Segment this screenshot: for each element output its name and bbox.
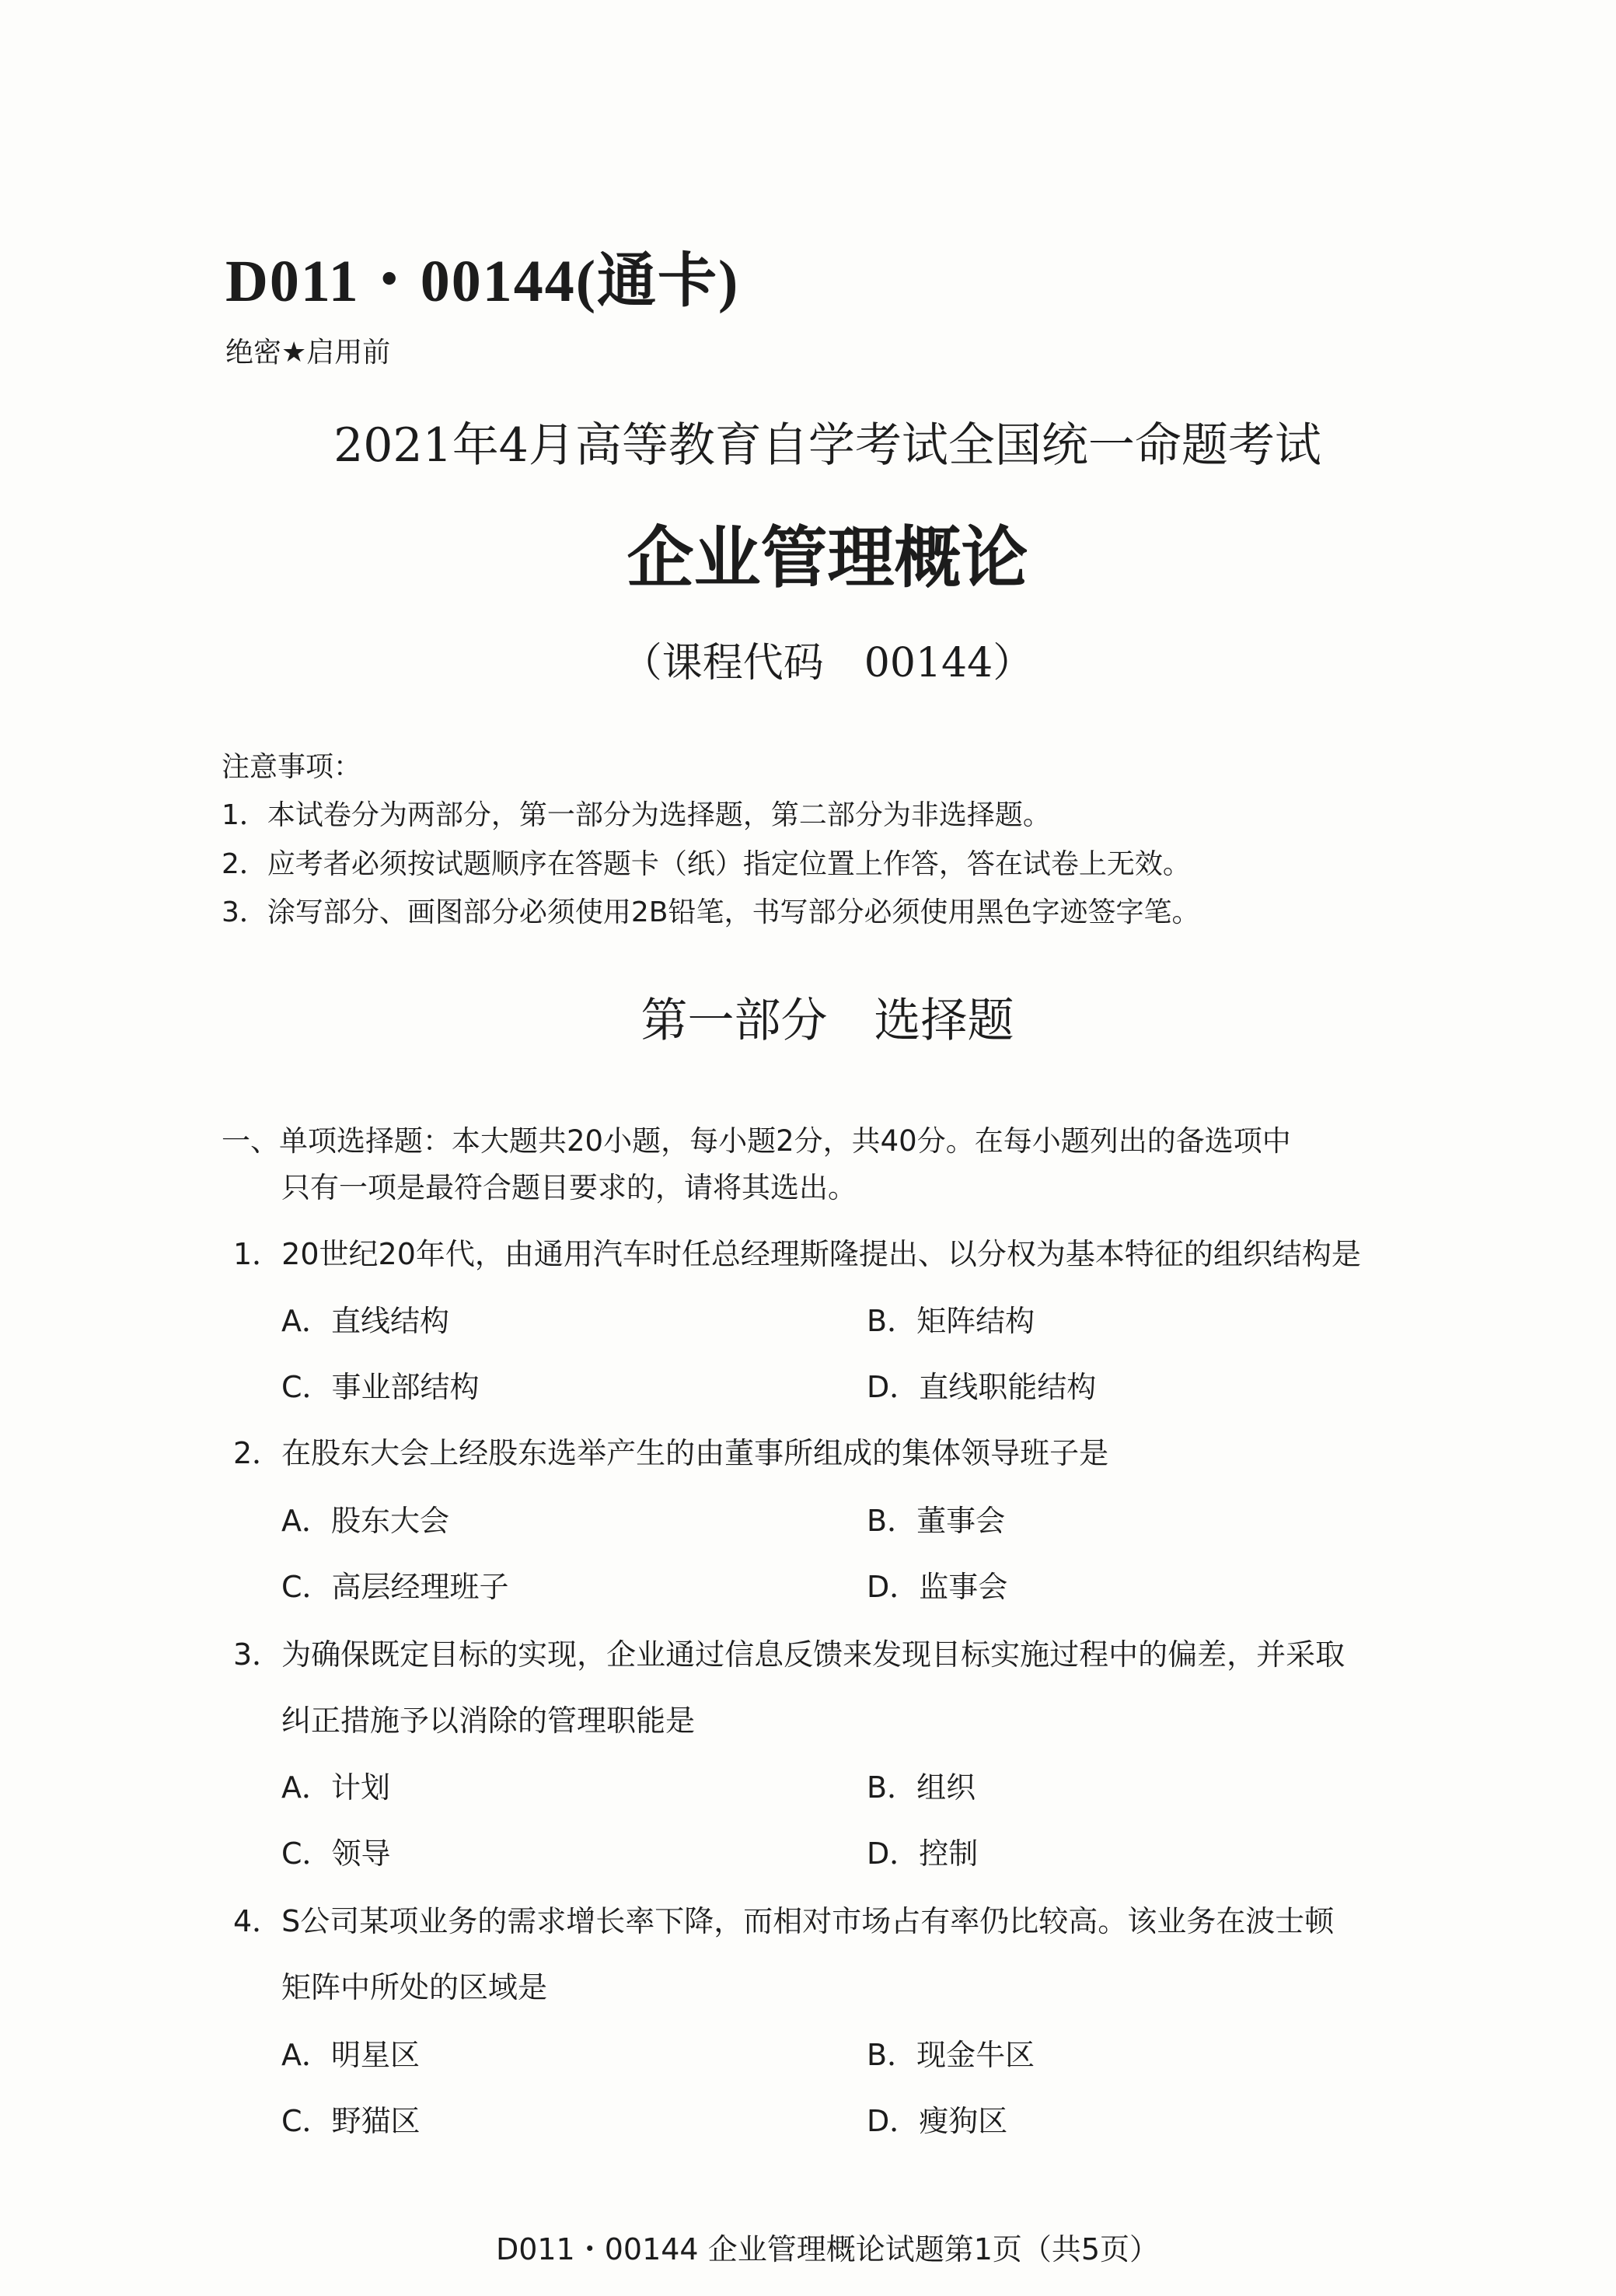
notice-item: 3．涂写部分、画图部分必须使用2B铅笔，书写部分必须使用黑色字迹签字笔。: [222, 896, 1200, 928]
option-3b: B．组织: [867, 1770, 976, 1805]
confidential-mark: 绝密★启用前: [225, 337, 391, 369]
notice-title: 注意事项：: [222, 751, 362, 783]
option-3d: D．控制: [867, 1836, 979, 1871]
option-2c: C．高层经理班子: [281, 1570, 509, 1604]
subject-title: 企业管理概论: [627, 519, 1028, 597]
question-1: 1．20世纪20年代，由通用汽车时任总经理斯隆提出、以分权为基本特征的组织结构是: [233, 1237, 1361, 1271]
option-2d: D．监事会: [867, 1570, 1008, 1604]
option-4c: C．野猫区: [281, 2104, 421, 2138]
paper-code-header: D011・00144(通卡): [225, 249, 740, 314]
option-1b: B．矩阵结构: [867, 1304, 1035, 1338]
notice-item: 2．应考者必须按试题顺序在答题卡（纸）指定位置上作答，答在试卷上无效。: [222, 848, 1191, 880]
page-footer: D011・00144 企业管理概论试题第1页（共5页）: [495, 2232, 1160, 2266]
option-3a: A．计划: [281, 1770, 390, 1805]
question-2: 2．在股东大会上经股东选举产生的由董事所组成的集体领导班子是: [233, 1436, 1109, 1470]
option-2b: B．董事会: [867, 1504, 1006, 1538]
question-4: 4．S公司某项业务的需求增长率下降，而相对市场占有率仍比较高。该业务在波士顿: [233, 1904, 1335, 1938]
option-2a: A．股东大会: [281, 1504, 449, 1538]
question-3-cont: 纠正措施予以消除的管理职能是: [281, 1704, 696, 1738]
option-4b: B．现金牛区: [867, 2038, 1035, 2072]
option-1a: A．直线结构: [281, 1304, 449, 1338]
section-heading: 一、单项选择题：本大题共20小题，每小题2分，共40分。在每小题列出的备选项中: [222, 1124, 1291, 1158]
option-4a: A．明星区: [281, 2038, 420, 2072]
exam-title: 2021年4月高等教育自学考试全国统一命题考试: [333, 418, 1321, 473]
section-heading: 只有一项是最符合题目要求的，请将其选出。: [281, 1171, 857, 1204]
option-4d: D．瘦狗区: [867, 2104, 1008, 2138]
part-title: 第一部分 选择题: [640, 994, 1014, 1048]
course-code: （课程代码 00144）: [621, 640, 1034, 687]
option-1d: D．直线职能结构: [867, 1370, 1097, 1404]
question-4-cont: 矩阵中所处的区域是: [281, 1970, 548, 2004]
option-3c: C．领导: [281, 1836, 391, 1871]
notice-item: 1．本试卷分为两部分，第一部分为选择题，第二部分为非选择题。: [222, 799, 1051, 831]
option-1c: C．事业部结构: [281, 1370, 480, 1404]
question-3: 3．为确保既定目标的实现，企业通过信息反馈来发现目标实施过程中的偏差，并采取: [233, 1637, 1346, 1672]
